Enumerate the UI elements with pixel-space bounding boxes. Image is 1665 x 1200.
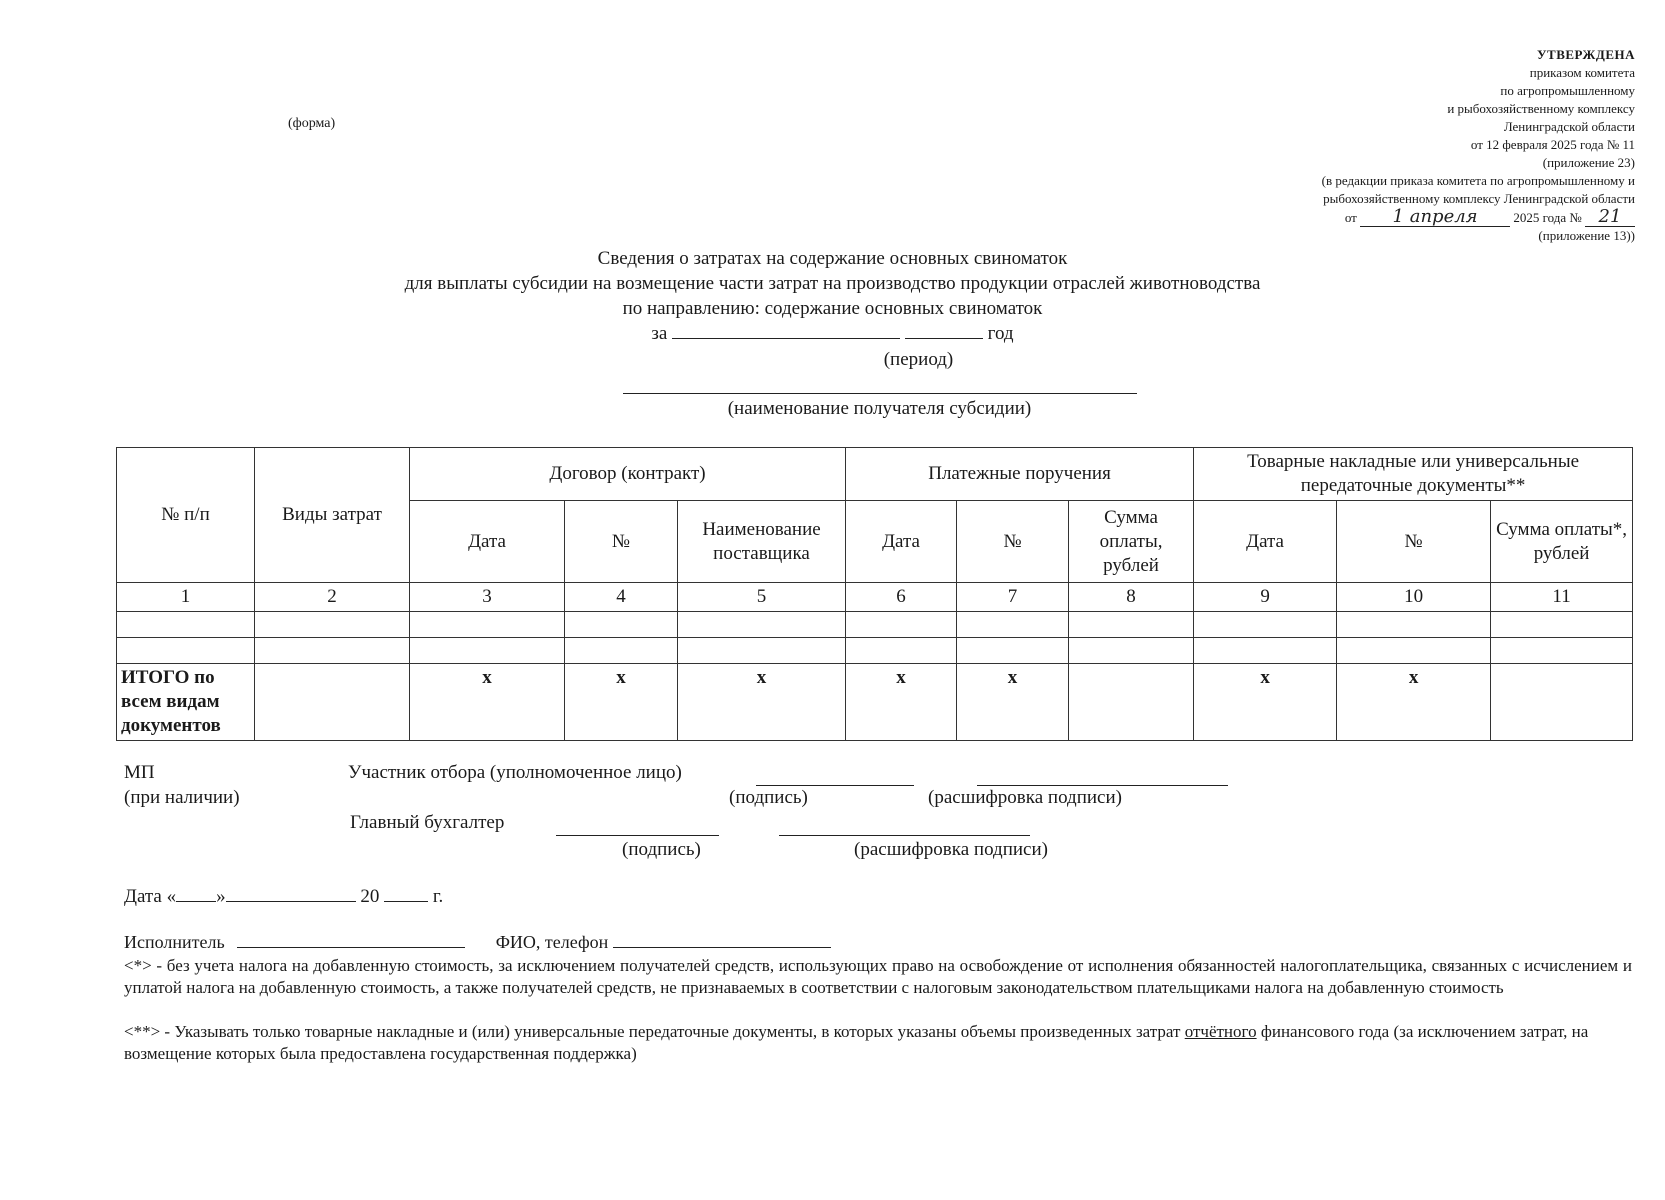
approval-line: приказом комитета (1529, 65, 1635, 80)
header-row (117, 448, 1633, 501)
x-mark: х (410, 664, 565, 741)
approval-from: от (1344, 210, 1357, 225)
table-cell[interactable] (678, 638, 846, 664)
mp-note: (при наличии) (124, 787, 240, 808)
footnote-2-end: финансового года (за исключением затрат, на возмещение которых была предоставлена государственная поддержка) (124, 1022, 1589, 1063)
accountant-signature-field[interactable] (556, 813, 719, 836)
year-blank[interactable] (905, 322, 983, 339)
approval-line: (приложение 13)) (1538, 228, 1635, 243)
recipient-caption: (наименование получателя субсидии) (727, 398, 1032, 419)
table-cell[interactable] (846, 612, 957, 638)
approval-line: от 12 февраля 2025 года № 11 (1470, 137, 1635, 152)
total-row (117, 664, 1633, 741)
recipient-blank[interactable] (623, 393, 1137, 394)
table-cell[interactable] (565, 638, 678, 664)
approval-line: Ленинградской области (1503, 119, 1635, 134)
x-mark: х (957, 664, 1069, 741)
payment-number-header: № (957, 501, 1069, 583)
approval-block (1215, 46, 1635, 245)
table-cell[interactable] (1491, 612, 1633, 638)
footnote-2 (124, 1021, 1632, 1065)
x-mark: х (678, 664, 846, 741)
approval-line: (в редакции приказа комитета по агропромышленному и (1321, 173, 1635, 188)
heading-line-2: для выплаты субсидии на возмещение части затрат на производство продукции отраслей животноводства (404, 273, 1261, 294)
col-num-header: № п/п (117, 448, 255, 583)
table-cell[interactable] (1069, 638, 1194, 664)
column-number: 4 (565, 583, 678, 612)
approval-line: и рыбохозяйственному комплексу (1447, 101, 1635, 116)
participant-signature-field[interactable] (756, 763, 914, 786)
invoice-date-header: Дата (1194, 501, 1337, 583)
approval-line: рыбохозяйственному комплексу Ленинградской области (1323, 191, 1635, 206)
year-field[interactable] (384, 883, 428, 902)
footnote-1: <*> - без учета налога на добавленную стоимость, за исключением получателей средств, использующих право на освобождение от исполнения обязанностей налогоплательщика, связанных с исчислением и уплатой налога на добавленную стоимость, а также получателей средств, не признаваемых в соответствии с налоговым законодательством плательщиками налога на добавленную стоимость (124, 956, 1632, 997)
table-cell[interactable] (957, 638, 1069, 664)
invoice-number-header: № (1337, 501, 1491, 583)
x-mark: х (565, 664, 678, 741)
table-cell[interactable] (1337, 612, 1491, 638)
table-cell[interactable] (1337, 638, 1491, 664)
table-row (117, 638, 1633, 664)
x-mark: х (1337, 664, 1491, 741)
column-number: 5 (678, 583, 846, 612)
table-cell[interactable] (1194, 612, 1337, 638)
total-cell[interactable] (255, 664, 410, 741)
approval-title: УТВЕРЖДЕНА (1536, 47, 1635, 62)
column-number: 11 (1491, 583, 1633, 612)
table-cell[interactable] (957, 612, 1069, 638)
executor-line (124, 931, 831, 953)
column-number: 1 (117, 583, 255, 612)
table-cell[interactable] (846, 638, 957, 664)
contract-date-header: Дата (410, 501, 565, 583)
chief-accountant-label: Главный бухгалтер (350, 812, 505, 833)
heading-line-1: Сведения о затратах на содержание основных свиноматок (597, 248, 1068, 269)
period-suffix: год (987, 323, 1014, 344)
period-prefix: за (651, 323, 668, 344)
supplier-header: Наименование поставщика (678, 501, 846, 583)
accountant-decode-field[interactable] (779, 813, 1030, 836)
cost-table (116, 447, 1633, 741)
column-number: 3 (410, 583, 565, 612)
table-cell[interactable] (117, 612, 255, 638)
payment-group-header: Платежные поручения (846, 448, 1194, 501)
participant-decode-field[interactable] (977, 763, 1228, 786)
table-cell[interactable] (117, 638, 255, 664)
month-field[interactable] (226, 883, 356, 902)
col-types-header: Виды затрат (255, 448, 410, 583)
table-cell[interactable] (565, 612, 678, 638)
period-line (0, 321, 1665, 346)
handwritten-number: 21 (1585, 208, 1635, 227)
handwritten-date: 1 апреля (1360, 208, 1510, 227)
table-cell[interactable] (678, 612, 846, 638)
executor-field[interactable] (237, 931, 465, 948)
column-number: 2 (255, 583, 410, 612)
date-suffix: г. (432, 886, 444, 907)
date-line (124, 883, 443, 909)
x-mark: х (846, 664, 957, 741)
total-label: ИТОГО по всем видам документов (117, 664, 255, 741)
table-cell[interactable] (410, 638, 565, 664)
table-cell[interactable] (1194, 638, 1337, 664)
approval-date-line (1215, 208, 1635, 227)
decode-caption: (расшифровка подписи) (928, 787, 1122, 808)
executor-label: Исполнитель (124, 932, 225, 952)
form-label: (форма) (288, 116, 336, 131)
signature-caption: (подпись) (729, 787, 808, 808)
period-blank[interactable] (672, 322, 900, 339)
column-number-row (117, 583, 1633, 612)
table-cell[interactable] (1491, 638, 1633, 664)
column-number: 7 (957, 583, 1069, 612)
invoice-sum-header: Сумма оплаты*, рублей (1491, 501, 1633, 583)
date-mid: » (216, 886, 226, 907)
table-cell[interactable] (410, 612, 565, 638)
date-year: 20 (360, 886, 380, 907)
approval-line: (приложение 23) (1542, 155, 1635, 170)
approval-year: 2025 года № (1513, 210, 1582, 225)
footnote-2-underlined: отчётного (1184, 1022, 1257, 1041)
column-number: 9 (1194, 583, 1337, 612)
table-cell[interactable] (1069, 612, 1194, 638)
contract-group-header: Договор (контракт) (410, 448, 846, 501)
day-field[interactable] (176, 883, 216, 902)
total-invoice-sum[interactable] (1491, 664, 1633, 741)
payment-date-header: Дата (846, 501, 957, 583)
column-number: 10 (1337, 583, 1491, 612)
heading-line-3: по направлению: содержание основных свиноматок (622, 298, 1043, 319)
signature-caption: (подпись) (622, 839, 701, 860)
column-number: 6 (846, 583, 957, 612)
x-mark: х (1194, 664, 1337, 741)
contract-number-header: № (565, 501, 678, 583)
table-row (117, 612, 1633, 638)
date-label: Дата « (124, 886, 177, 907)
payment-sum-header: Сумма оплаты, рублей (1069, 501, 1194, 583)
table-cell[interactable] (255, 638, 410, 664)
column-number: 8 (1069, 583, 1194, 612)
table-cell[interactable] (255, 612, 410, 638)
approval-line: по агропромышленному (1500, 83, 1635, 98)
fio-phone-field[interactable] (613, 931, 831, 948)
total-payment-sum[interactable] (1069, 664, 1194, 741)
invoice-group-header: Товарные накладные или универсальные передаточные документы** (1194, 448, 1633, 501)
period-caption: (период) (883, 349, 954, 370)
participant-label: Участник отбора (уполномоченное лицо) (348, 762, 682, 783)
footnote-2-start: <**> - Указывать только товарные накладные и (или) универсальные передаточные документы, в которых указаны объемы произведенных затрат (124, 1022, 1181, 1041)
fio-phone-label: ФИО, телефон (495, 932, 609, 952)
mp-label: МП (124, 762, 155, 783)
decode-caption: (расшифровка подписи) (854, 839, 1048, 860)
